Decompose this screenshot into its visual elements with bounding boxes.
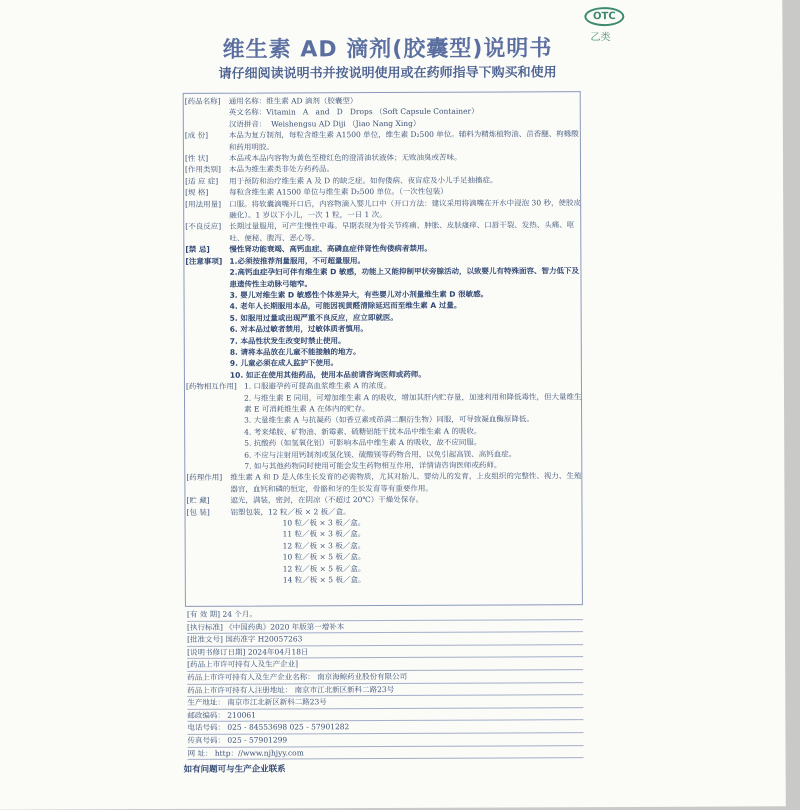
packaging-item: 铝塑包装，12 粒／板 × 2 板／盒。 [230,506,351,517]
category-text: 本品为维生素类非处方药药品。 [228,164,335,175]
document-subtitle: 请仔细阅读说明书并按说明使用或在药师指导下购买和使用 [218,65,557,82]
interaction-item: 6. 不应与注射用钙制剂或氢化镁、硫酸镁等药物合用，以免引起高镁、高钙血症。 [244,449,517,460]
interactions-label: [药物相互作用] [185,381,237,392]
leaflet-body [185,94,583,586]
approval-text: 国药准字 H20057263 [225,634,303,644]
revision-label: [说明书修订日期] [187,647,246,657]
packaging-item: 12 粒／板 × 3 板／盒。 [282,540,366,551]
standard-label: [执行标准] [186,622,223,632]
holder-line: 邮政编码： 210061 [187,708,583,722]
holder-line: 网 址： http：//www.njhjyy.com [188,746,584,760]
packaging-item: 12 粒／板 × 5 板／盒。 [282,563,366,574]
packaging-label: [包 装] [186,507,210,517]
drug-english-name: 英文名称：Vitamin A and D Drops （Soft Capsule Container） [228,107,479,118]
precaution-item: 5. 如服用过量或出现严重不良反应，应立即就医。 [229,312,398,323]
contraindications-text: 慢性肾功能衰竭、高钙血症、高磷血症伴肾性佝偻病者禁用。 [229,244,432,254]
holder-line: 传真号码： 025 - 57901299 [187,733,583,747]
adverse-text: 长期过量服用，可产生慢性中毒。早期表现为骨关节疼痛、肿胀、皮肤瘙痒、口唇干裂、发热、头痛、呕吐、便秘、腹泻、恶心等。 [229,220,575,243]
composition-label: [成 份] [184,131,209,141]
holder-line: 药品上市许可持有人及生产企业名称： 南京海鲸药业股份有限公司 [187,670,583,684]
interaction-item: 2. 与维生素 E 同用，可增加维生素 A 的吸收，增加其肝内贮存量，加速利用和降低毒性，但大量维生素 E 可消耗维生素 A 在体内的贮存。 [243,391,582,414]
otc-badge: OTC [584,7,624,26]
holder-line: 生产地址： 南京市江北新区新科二路23号 [187,695,583,709]
storage-label: [贮 藏] [186,496,210,506]
validity-label: [有 效 期] [186,609,221,619]
interaction-item: 4. 考来烯胺、矿物油、新霉素、硫糖铝能干扰本品中维生素 A 的吸收。 [244,426,482,437]
composition-text: 本品为复方制剂，每粒含维生素 A1500 单位，维生素 D₂500 单位。辅料为精炼植物油、苗香醚、枸橼酸和药用明胶。 [228,129,579,152]
indications-text: 用于预防和治疗维生素 A 及 D 的缺乏症。如佝偻病、夜盲症及小儿手足抽搐症。 [229,175,498,186]
pharmacology-label: [药理作用] [186,473,223,483]
contact-note: 如有问题可与生产企业联系 [183,764,286,775]
pharmacology-row [186,471,582,496]
composition-row [185,128,581,153]
precaution-item: 6. 对本品过敏者禁用，过敏体质者慎用。 [229,324,368,334]
precaution-item: 4. 老年人长期服用本品，可能因视黄醛清除延迟而至维生素 A 过量。 [229,301,462,312]
packaging-item: 14 粒／板 × 5 板／盒。 [282,575,366,585]
packaging-item: 10 粒／板 × 3 板／盒。 [282,518,366,528]
validity-text: 24 个月。 [222,609,257,619]
interaction-item: 7. 如与其他药物同时使用可能会发生药物相互作用，详情请咨询医师或药师。 [244,460,502,471]
document-title: 维生素 AD 滴剂(胶囊型)说明书 [222,36,553,63]
drug-name-label: [药品名称] [184,96,221,106]
interaction-item: 1. 口服避孕药可提高血浆维生素 A 的浓度。 [243,381,392,391]
packaging-item: 10 粒／板 × 5 板／盒。 [282,552,366,562]
holder-label: [药品上市许可持有人及生产企业] [187,658,583,672]
approval-label: [批准文号] [187,634,223,645]
precaution-item: 10. 如正在使用其他药品，使用本品前请咨询医师或药师。 [229,369,426,380]
drug-name-row [185,94,581,107]
precaution-item: 7. 本品性状发生改变时禁止使用。 [229,335,346,346]
adverse-row [185,220,581,245]
holder-line: 药品上市许可持有人注册地址： 南京市江北新区新科二路23号 [187,683,583,697]
indications-label: [适 应 症] [185,176,219,186]
standard-text: 《中国药典》2020 年版第一增补本 [225,621,345,632]
dosage-label: [用法用量] [185,199,222,209]
otc-class-label: 乙类 [590,32,611,44]
drug-pinyin-name: 汉语拼音： Weishengsu AD Diji （Jiao Nang Xing） [228,118,421,129]
precaution-item: 3. 婴儿对维生素 D 敏感性个体差异大，有些婴儿对小剂量维生素 D 很敏感。 [229,289,489,300]
pharmacology-text: 维生素 A 和 D 是人体生长发育的必需物质，尤其对胎儿、婴幼儿的发育，上皮组织的完整性、视力、生殖器官，血钙和磷的恒定，骨骼和牙的生长发育等有重要作用。 [230,471,582,494]
precaution-item: 8. 请将本品放在儿童不能接触的地方。 [229,347,361,357]
packaging-row [186,505,582,518]
drug-common-name: 通用名称：维生素 AD 滴剂（胶囊型） [228,96,358,106]
contraindications-label: [禁 忌] [185,245,210,255]
holder-line: 电话号码： 025 - 84553698 025 - 57901282 [187,721,583,735]
packaging-item: 11 粒／板 × 3 板／盒。 [282,529,366,539]
specification-text: 每粒含维生素 A1500 单位与维生素 D₂500 单位。（一次性包装） [229,187,448,197]
interaction-item: 5. 抗酸药（如氢氧化铝）可影响本品中维生素 A 的吸收，故不应同服。 [244,437,482,448]
precaution-item: 1.必须按推荐剂量服用，不可超量服用。 [229,255,366,266]
adverse-label: [不良反应] [185,222,222,232]
precautions-label: [注意事项] [185,256,223,266]
dosage-text: 口服。将软囊滴嘴开口后，内容物滴入婴儿口中（开口方法：建议采用将滴嘴在开水中浸泡 30 秒，使胶皮融化）。1 岁以下小儿，一次 1 粒，一日 1 次。 [229,197,581,220]
category-label: [作用类别] [184,165,221,175]
interaction-item: 3. 大量维生素 A 与抗凝药（如香豆素或茚满二酮衍生物）同服，可导致凝血酶原降低。 [244,414,534,426]
dosage-row [185,197,581,222]
precaution-item: 9. 儿童必须在成人监护下使用。 [229,358,339,369]
specification-label: [规 格] [185,188,209,198]
revision-text: 2024年04月18日 [247,647,309,657]
properties-label: [性 状] [184,153,209,163]
properties-text: 本品或本品内容物为黄色至橙红色的澄清油状液体；无败油臭或苦味。 [228,152,462,163]
storage-text: 遮光，满装，密封，在阴凉（不超过 20℃）干燥处保存。 [230,495,424,505]
precaution-item: 2.高钙血症孕妇可伴有维生素 D 敏感，功能上又能抑制甲状旁腺活动，以致婴儿有特殊面容、智力低下及患遗传性主动脉弓缩窄。 [229,266,579,289]
bottom-section [187,607,584,760]
